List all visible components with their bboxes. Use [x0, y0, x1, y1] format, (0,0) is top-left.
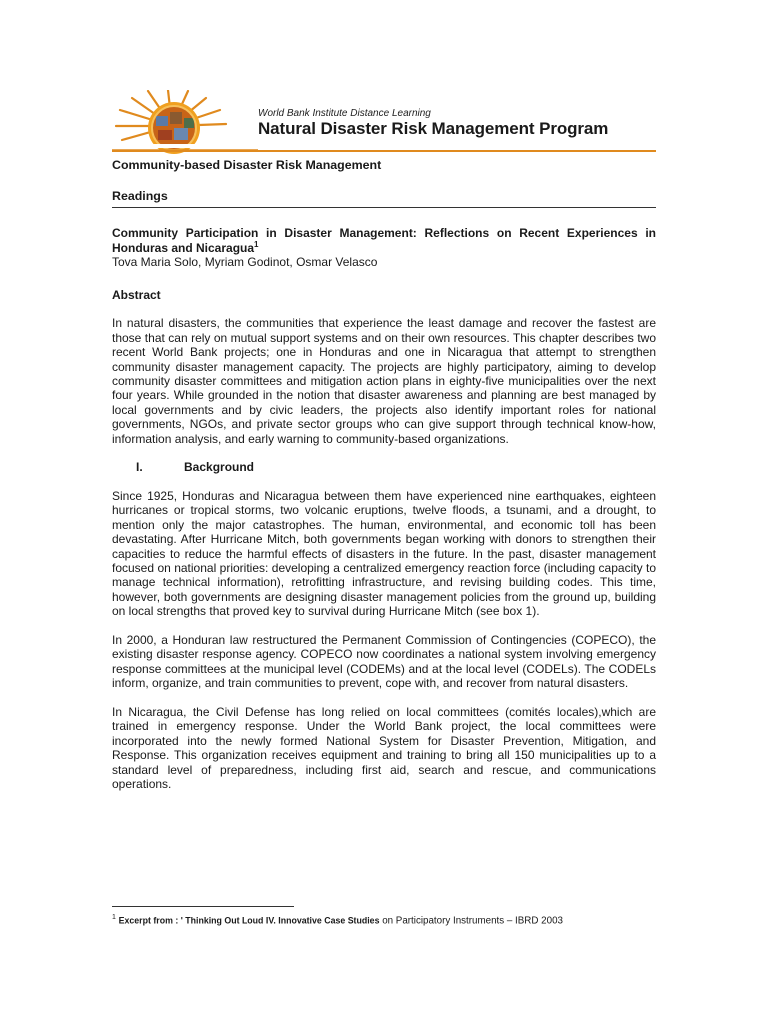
program-subtitle: World Bank Institute Distance Learning [258, 108, 431, 119]
course-title: Community-based Disaster Risk Management [112, 158, 382, 172]
program-header [110, 88, 658, 154]
program-title: Natural Disaster Risk Management Program [258, 119, 609, 138]
footnote-rule [112, 906, 294, 907]
article-title [112, 226, 656, 255]
background-paragraph-1: Since 1925, Honduras and Nicaragua between them have experienced nine earthquakes, eighteen hurricanes or tropical storms, two volcanic eruptions, twelve floods, a tsunami, and a drought, to mention only the major catastrophes. The human, environmental, and economic toll has been devastating. After Hurricane Mitch, both governments began working with donors to strengthen their capacities to reduce the harmful effects of disasters in the future. In the past, disaster management focused on national priorities: developing a centralized emergency reaction force (including capacity to manage technical information), retrofitting infrastructure, and revising building codes. This time, however, both governments are designing disaster management policies from the ground up, building on local strengths that proved key to survival during Hurricane Mitch (see box 1). [112, 488, 656, 619]
article-title-text: Community Participation in Disaster Management: Reflections on Recent Experiences in Honduras and Nicaragua [112, 226, 656, 255]
header-rule [112, 150, 656, 152]
background-paragraph-2: In 2000, a Honduran law restructured the Permanent Commission of Contingencies (COPECO), the existing disaster response agency. COPECO now coordinates a national system involving emergency response committees at the municipal level (CODEMs) and at the local level (CODELs). The CODELs inform, organize, and train communities to prevent, cope with, and recover from natural disasters. [112, 632, 656, 691]
section-label: Readings [112, 189, 656, 208]
section-title: Background [184, 460, 255, 475]
background-paragraph-3: In Nicaragua, the Civil Defense has long relied on local committees (comités locales),which are trained in emergency response. Under the World Bank project, the local committees were incorporated into the newly formed National System for Disaster Prevention, Mitigation, and Response. This organization receives equipment and training to bring all 150 municipalities up to a standard level of preparedness, including first aid, search and rescue, and communications operations. [112, 704, 656, 791]
footnote-number: 1 [112, 914, 116, 921]
abstract-paragraph: In natural disasters, the communities that experience the least damage and recover the fastest are those that can rely on mutual support systems and on their own resources. This chapter describes two recent World Bank projects; one in Honduras and one in Nicaragua that attempt to strengthen community disaster management capacity. The projects are highly participatory, aiming to develop community disaster committees and mitigation action plans in eighty-five municipalities over the next four years. While grounded in the notion that disaster awareness and planning are best managed by local governments and by civic leaders, the projects also identify important roles for national governments, NGOs, and private sector groups who can give support through technical know-how, information analysis, and early warning to community-based organizations. [112, 316, 656, 446]
background-heading [136, 460, 656, 474]
footnote-text: on Participatory Instruments – IBRD 2003 [379, 915, 563, 927]
footnote-reference: Excerpt from : ' Thinking Out Loud IV. Innovative Case Studies [118, 915, 380, 926]
abstract-heading: Abstract [112, 287, 161, 302]
footnote [112, 914, 563, 926]
article-authors: Tova Maria Solo, Myriam Godinot, Osmar Velasco [112, 255, 378, 270]
main-content [112, 158, 656, 791]
footnote-marker: 1 [254, 239, 259, 249]
section-number: I. [136, 460, 143, 475]
sunburst-logo-icon [112, 90, 258, 156]
